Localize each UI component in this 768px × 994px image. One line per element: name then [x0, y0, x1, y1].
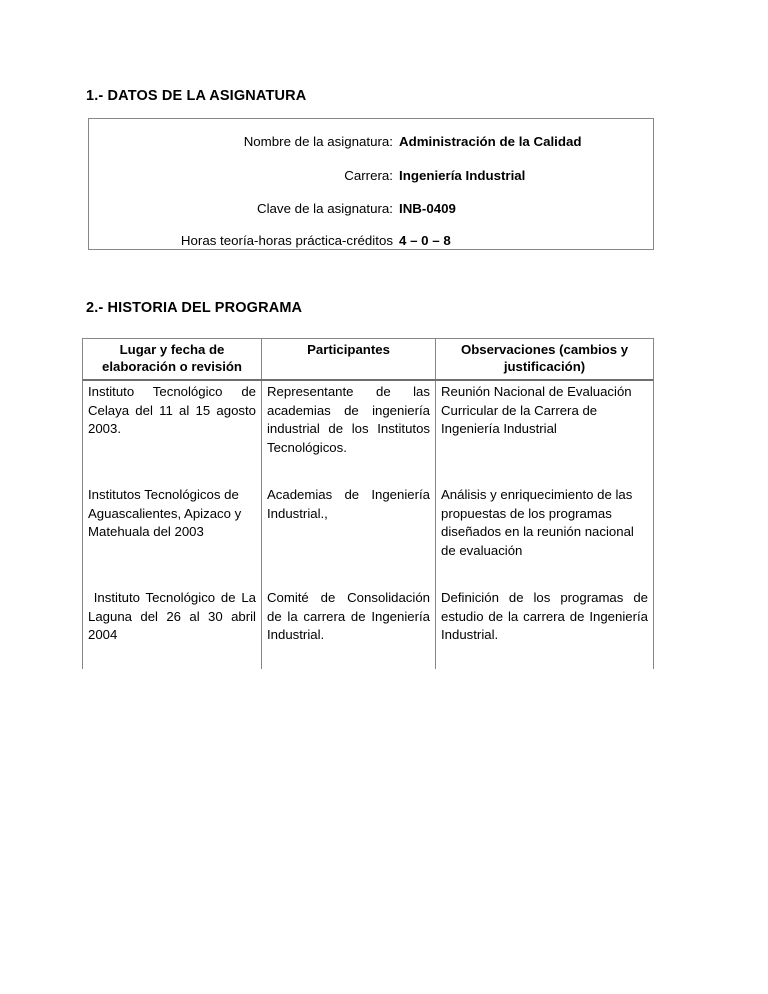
- table-cell-observaciones-row3: Definición de los programas de estudio de la carrera de Ingeniería Industrial.: [441, 590, 652, 643]
- table-column-header-participantes: Participantes: [262, 339, 436, 379]
- table-cell-participantes-row1: Representante de las academias de ingeniería industrial de los Institutos Tecnológicos.: [267, 384, 434, 455]
- datos-row-horas-creditos: [89, 232, 653, 250]
- datos-label-carrera: Carrera:: [344, 168, 393, 183]
- datos-row-nombre: [89, 133, 653, 151]
- table-column-header-observaciones: Observaciones (cambios y justificación): [460, 342, 629, 374]
- table-column-participantes: [262, 381, 436, 669]
- datos-row-clave: [89, 200, 653, 218]
- datos-value-nombre: Administración de la Calidad: [399, 134, 582, 149]
- table-column-header-lugar-fecha: Lugar y fecha de elaboración o revisión: [83, 339, 262, 379]
- section-heading-historia-programa: 2.- HISTORIA DEL PROGRAMA: [86, 300, 303, 316]
- datos-asignatura-box: [88, 118, 654, 250]
- table-cell-participantes-row2: Academias de Ingeniería Industrial.,: [267, 487, 434, 521]
- datos-value-horas-creditos: 4 – 0 – 8: [399, 233, 451, 248]
- table-body: [82, 381, 654, 669]
- datos-label-nombre: Nombre de la asignatura:: [243, 134, 393, 149]
- table-header-row: [82, 338, 654, 381]
- table-column-lugar-fecha: [83, 381, 262, 669]
- table-cell-lugar-fecha-row2: Institutos Tecnológicos de Aguascalientes, Apizaco y Matehuala del 2003: [88, 487, 245, 540]
- table-cell-lugar-fecha-row3: Instituto Tecnológico de La Laguna del 26 al 30 abril 2004: [88, 590, 260, 643]
- datos-label-clave: Clave de la asignatura:: [256, 201, 393, 216]
- table-cell-observaciones-row2: Análisis y enriquecimiento de las propuestas de los programas diseñados en la reunión nacional de evaluación: [441, 487, 638, 558]
- datos-row-carrera: [89, 167, 653, 185]
- historia-programa-table: [82, 338, 654, 669]
- table-cell-lugar-fecha-row1: Instituto Tecnológico de Celaya del 11 al 15 agosto 2003.: [88, 384, 260, 437]
- table-cell-participantes-row3: Comité de Consolidación de la carrera de Ingeniería Industrial.: [267, 590, 434, 643]
- section-heading-datos-asignatura: 1.- DATOS DE LA ASIGNATURA: [86, 88, 307, 104]
- table-column-observaciones: [436, 381, 653, 669]
- datos-label-horas-creditos: Horas teoría-horas práctica-créditos: [180, 233, 393, 248]
- datos-value-carrera: Ingeniería Industrial: [399, 168, 526, 183]
- datos-value-clave: INB-0409: [399, 201, 456, 216]
- table-cell-observaciones-row1: Reunión Nacional de Evaluación Curricular de la Carrera de Ingeniería Industrial: [441, 384, 636, 437]
